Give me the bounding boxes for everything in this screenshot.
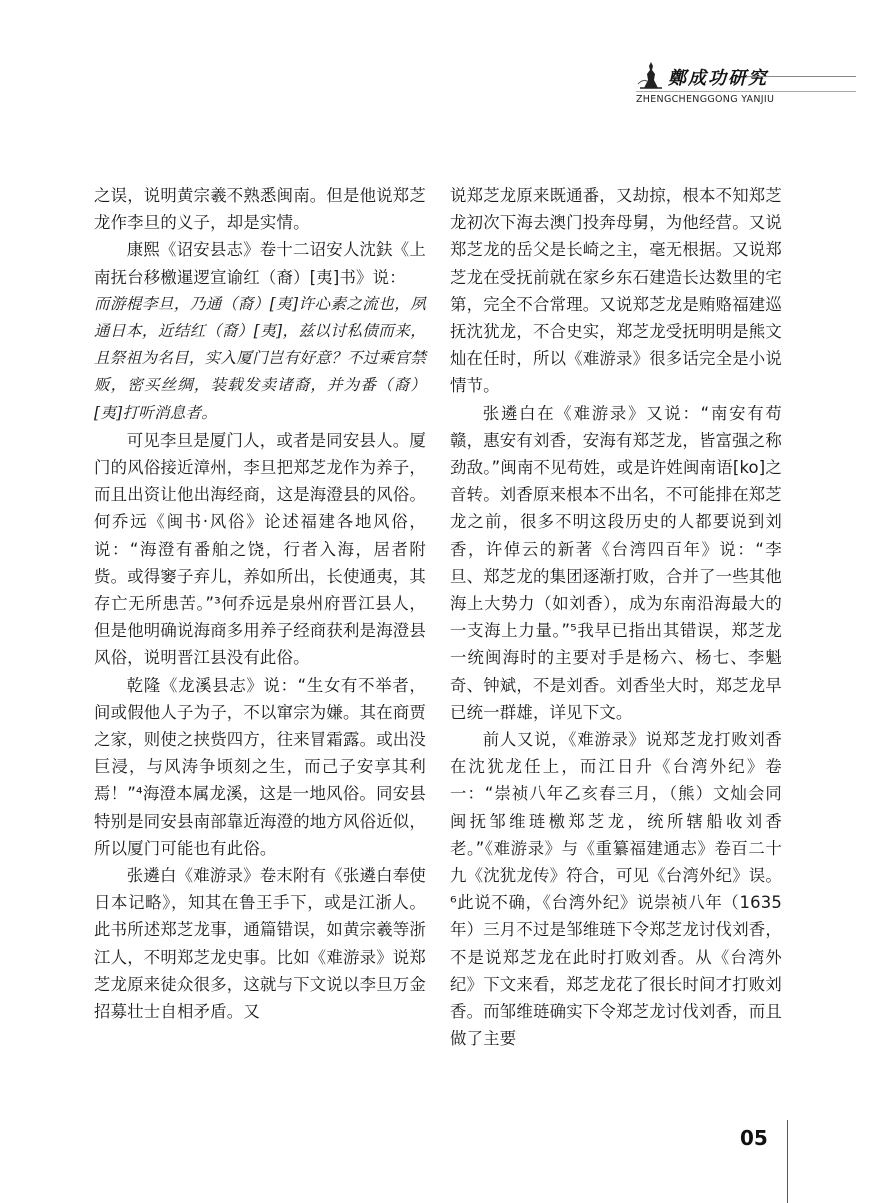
paragraph: 前人又说，《难游录》说郑芝龙打败刘香在沈犹龙任上，而江日升《台湾外纪》卷一：“崇祯八年乙亥春三月，（熊）文灿会同闽抚邹维琏檄郑芝龙，统所辖船收刘香老。”《难游录》与《重纂福建通志》卷百二十九《沈犹龙传》符合，可见《台湾外纪》误。⁶此说不确，《台湾外纪》说崇祯八年（1635年）三月不过是邹维琏下令郑芝龙讨伐刘香，不是说郑芝龙在此时打败刘香。从《台湾外纪》下文来看，郑芝龙花了很长时间才打败刘香。而邹维琏确实下令郑芝龙讨伐刘香，而且做了主要	[450, 730, 782, 1049]
journal-subtitle: ZHENGCHENGGONG YANJIU	[636, 94, 775, 105]
journal-title: 鄭成功研究	[668, 68, 768, 89]
paragraph: 张遴白在《难游录》又说：“南安有苟赣，惠安有刘香，安海有郑芝龙，皆富强之称劲敌。”闽南不见苟姓，或是许姓闽南语[ko]之音转。刘香原来根本不出名，不可能排在郑芝龙之前，很多不明这段历史的人都要说到刘香，许倬云的新著《台湾四百年》说：“李旦、郑芝龙的集团逐渐打败，合并了一些其他海上大势力（如刘香），成为东南沿海最大的一支海上力量。”⁵我早已指出其错误，郑芝龙一统闽海时的主要对手是杨六、杨七、李魁奇、钟斌，不是刘香。刘香坐大时，郑芝龙早已统一群雄，详见下文。	[450, 403, 782, 722]
header-underline	[636, 91, 856, 92]
running-header	[636, 60, 856, 110]
left-column	[94, 182, 426, 1025]
right-column	[450, 182, 782, 1053]
paragraph: 乾隆《龙溪县志》说：“生女有不举者，间或假他人子为子，不以窜宗为嫌。其在商贾之家，则使之挟赀四方，往来冒霜露。或出没巨浸，与风涛争顷刻之生，而己子安享其利焉！”⁴海澄本属龙溪，这是一地风俗。同安县特别是同安县南部靠近海澄的地方风俗近似，所以厦门可能也有此俗。	[94, 675, 426, 858]
header-rule	[746, 76, 856, 77]
paragraph: 可见李旦是厦门人，或者是同安县人。厦门的风俗接近漳州，李旦把郑芝龙作为养子，而且出资让他出海经商，这是海澄县的风俗。何乔远《闽书·风俗》论述福建各地风俗，说：“海澄有番舶之饶，行者入海，居者附赀。或得窭子弃儿，养如所出，长使通夷，其存亡无所患苦。”³何乔远是泉州府晋江县人，但是他明确说海商多用养子经商获利是海澄县风俗，说明晋江县没有此俗。	[94, 430, 426, 668]
paragraph: 说郑芝龙原来既通番，又劫掠，根本不知郑芝龙初次下海去澳门投奔母舅，为他经营。又说郑芝龙的岳父是长崎之主，毫无根据。又说郑芝龙在受抚前就在家乡东石建造长达数里的宅第，完全不合常理。又说郑芝龙是贿赂福建巡抚沈犹龙，不合史实，郑芝龙受抚明明是熊文灿在任时，所以《难游录》很多话完全是小说情节。	[450, 186, 782, 396]
page-number-rule	[787, 1120, 788, 1203]
paragraph: 康熙《诏安县志》卷十二诏安人沈鈇《上南抚台移檄暹逻宣谕红（裔）[夷]书》说：	[94, 240, 426, 287]
paragraph: 张遴白《难游录》卷末附有《张遴白奉使日本记略》，知其在鲁王手下，或是江浙人。此书所述郑芝龙事，通篇错误，如黄宗羲等浙江人，不明郑芝龙史事。比如《难游录》说郑芝龙原来徒众很多，这就与下文说以李旦万金招募壮士自相矛盾。又	[94, 866, 426, 1022]
page-number: 05	[740, 1126, 768, 1150]
figure-statue-icon	[636, 60, 666, 90]
paragraph: 之误，说明黄宗羲不熟悉闽南。但是他说郑芝龙作李旦的义子，却是实情。	[94, 186, 426, 233]
paragraph: 而游棍李旦，乃通（裔）[夷]许心素之流也，夙通日本，近结红（裔）[夷]，兹以讨私债而来，且祭祖为名目，实入厦门岂有好意？不过乘官禁贩，密买丝绸，装载发卖诸裔，并为番（裔）[夷]打听消息者。	[94, 294, 426, 422]
